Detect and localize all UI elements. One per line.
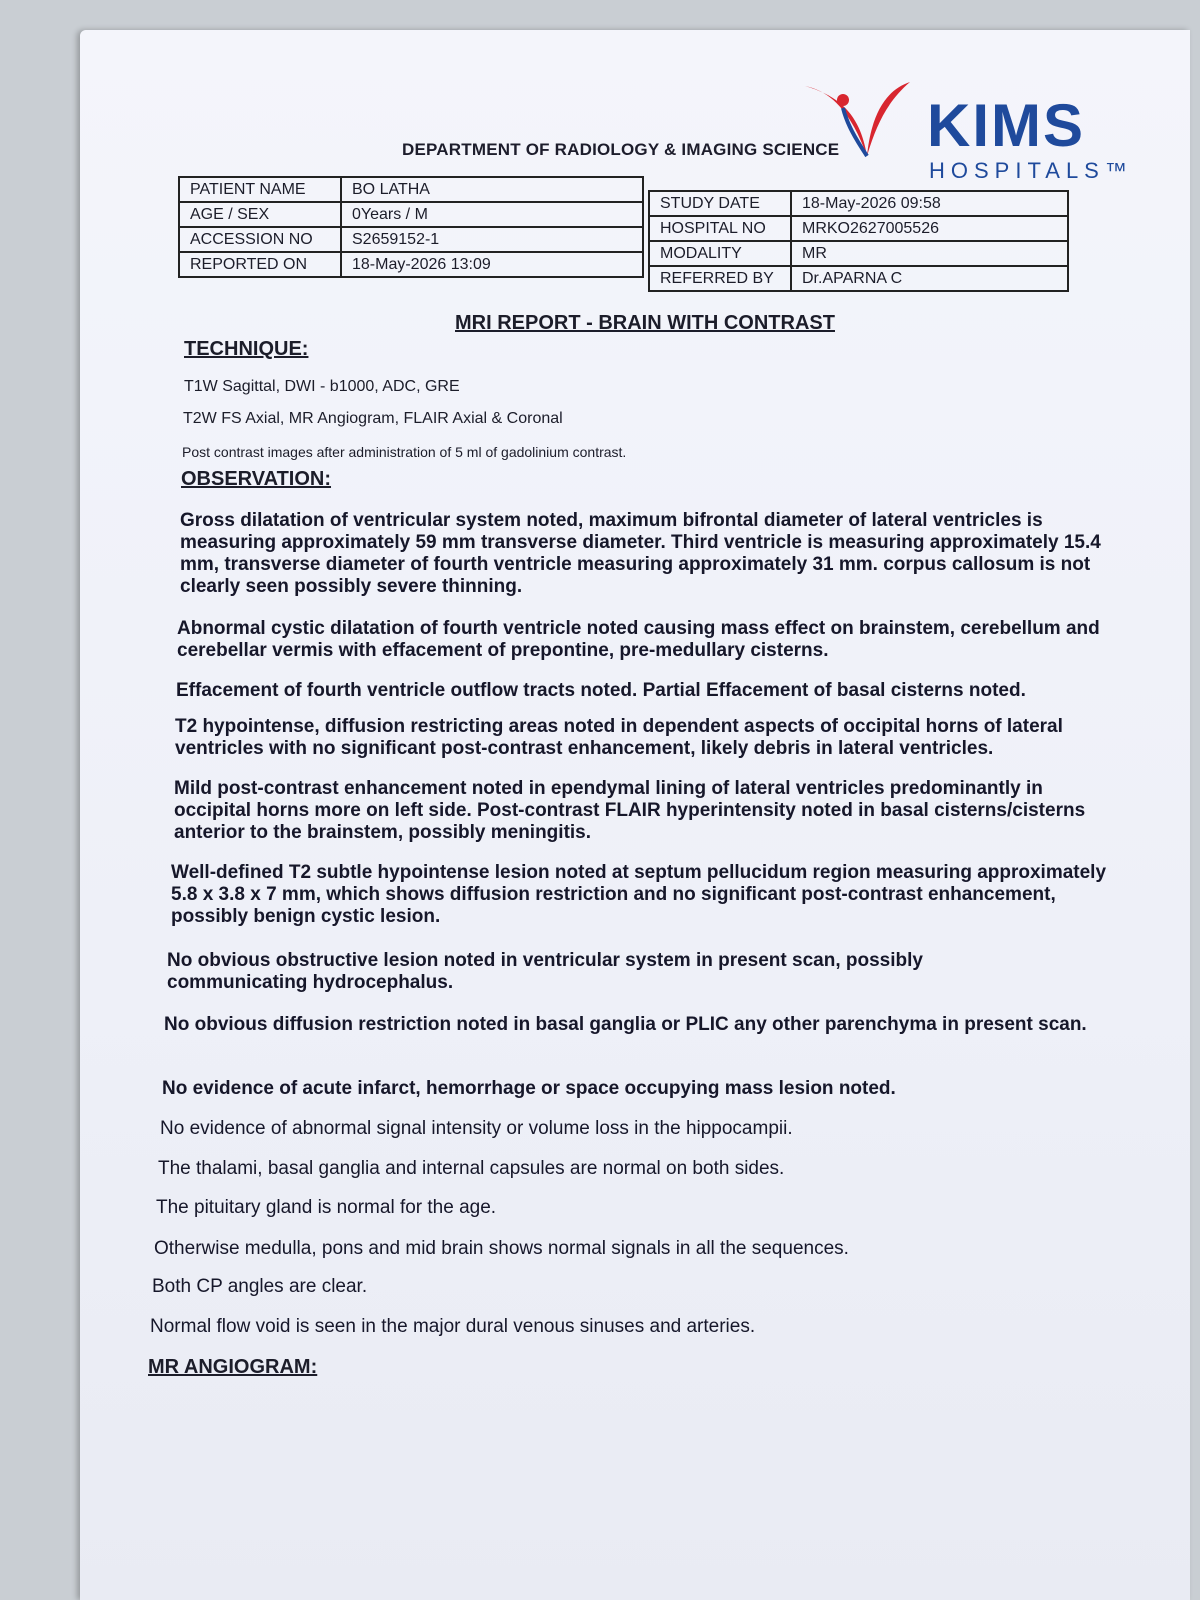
- info-value: 0Years / M: [341, 202, 643, 227]
- angiogram-heading: MR ANGIOGRAM:: [148, 1356, 318, 1378]
- info-label: AGE / SEX: [179, 202, 341, 227]
- observation-paragraph: No evidence of acute infarct, hemorrhage or space occupying mass lesion noted.: [162, 1078, 896, 1099]
- observation-paragraph: Well-defined T2 subtle hypointense lesion noted at septum pellucidum region measuring approximately 5.8 x 3.8 x 7 mm, which shows diffusion restriction and no significant post-contrast enhancement, possibly benign cystic lesion.: [171, 862, 1107, 927]
- table-row: [179, 177, 643, 202]
- info-label: REPORTED ON: [179, 252, 341, 277]
- info-label: STUDY DATE: [649, 191, 791, 216]
- observation-paragraph: Gross dilatation of ventricular system noted, maximum bifrontal diameter of lateral ventricles is measuring approximately 59 mm transverse diameter. Third ventricle is measuring approximately 15.4 mm, transverse diameter of fourth ventricle measuring approximately 31 mm. corpus callosum is not clearly seen possibly severe thinning.: [180, 510, 1101, 597]
- info-value: MR: [791, 241, 1068, 266]
- department-heading: DEPARTMENT OF RADIOLOGY & IMAGING SCIENCE: [402, 140, 840, 159]
- table-row: [649, 191, 1068, 216]
- patient-info-table-right: [648, 190, 1069, 292]
- observation-paragraph: The thalami, basal ganglia and internal capsules are normal on both sides.: [158, 1158, 785, 1179]
- technique-line: T1W Sagittal, DWI - b1000, ADC, GRE: [184, 378, 460, 395]
- table-row: [179, 252, 643, 277]
- observation-heading: OBSERVATION:: [181, 468, 332, 490]
- logo-subtitle: HOSPITALS™: [929, 158, 1133, 183]
- info-value: Dr.APARNA C: [791, 266, 1068, 291]
- logo-wordmark: KIMS: [927, 92, 1085, 159]
- observation-paragraph: Abnormal cystic dilatation of fourth ventricle noted causing mass effect on brainstem, cerebellum and cerebellar vermis with effacement of prepontine, pre-medullary cisterns.: [177, 618, 1100, 661]
- technique-heading: TECHNIQUE:: [184, 338, 309, 360]
- observation-paragraph: Effacement of fourth ventricle outflow tracts noted. Partial Effacement of basal cisterns noted.: [176, 680, 1026, 701]
- info-label: HOSPITAL NO: [649, 216, 791, 241]
- info-label: MODALITY: [649, 241, 791, 266]
- observation-paragraph: Normal flow void is seen in the major dural venous sinuses and arteries.: [150, 1316, 756, 1337]
- observation-paragraph: Mild post-contrast enhancement noted in ependymal lining of lateral ventricles predominantly in occipital horns more on left side. Post-contrast FLAIR hyperintensity noted in basal cisterns/cisterns anterior to the brainstem, possibly meningitis.: [174, 778, 1086, 843]
- observation-paragraph: Otherwise medulla, pons and mid brain shows normal signals in all the sequences.: [154, 1238, 849, 1259]
- table-row: [649, 216, 1068, 241]
- info-value: MRKO2627005526: [791, 216, 1068, 241]
- table-row: [649, 266, 1068, 291]
- info-value: 18-May-2026 13:09: [341, 252, 643, 277]
- info-label: ACCESSION NO: [179, 227, 341, 252]
- observation-paragraph: T2 hypointense, diffusion restricting areas noted in dependent aspects of occipital horns of lateral ventricles with no significant post-contrast enhancement, likely debris in lateral ventricles.: [175, 716, 1063, 759]
- table-row: [179, 227, 643, 252]
- observation-paragraph: The pituitary gland is normal for the age.: [156, 1197, 497, 1218]
- table-row: [179, 202, 643, 227]
- observation-paragraph: No obvious obstructive lesion noted in ventricular system in present scan, possibly communicating hydrocephalus.: [167, 950, 923, 993]
- info-value: BO LATHA: [341, 177, 643, 202]
- info-label: PATIENT NAME: [179, 177, 341, 202]
- technique-line: T2W FS Axial, MR Angiogram, FLAIR Axial & Coronal: [183, 410, 563, 427]
- observation-paragraph: Both CP angles are clear.: [152, 1276, 368, 1297]
- observation-paragraph: No evidence of abnormal signal intensity or volume loss in the hippocampii.: [160, 1118, 793, 1139]
- info-value: S2659152-1: [341, 227, 643, 252]
- report-title: MRI REPORT - BRAIN WITH CONTRAST: [455, 312, 835, 334]
- hospital-logo: [805, 78, 1133, 188]
- info-label: REFERRED BY: [649, 266, 791, 291]
- logo-figure-icon: [805, 78, 925, 178]
- observation-paragraph: No obvious diffusion restriction noted in basal ganglia or PLIC any other parenchyma in present scan.: [164, 1014, 1087, 1035]
- table-row: [649, 241, 1068, 266]
- info-value: 18-May-2026 09:58: [791, 191, 1068, 216]
- patient-info-table-left: [178, 176, 644, 278]
- technique-line: Post contrast images after administration of 5 ml of gadolinium contrast.: [182, 444, 627, 460]
